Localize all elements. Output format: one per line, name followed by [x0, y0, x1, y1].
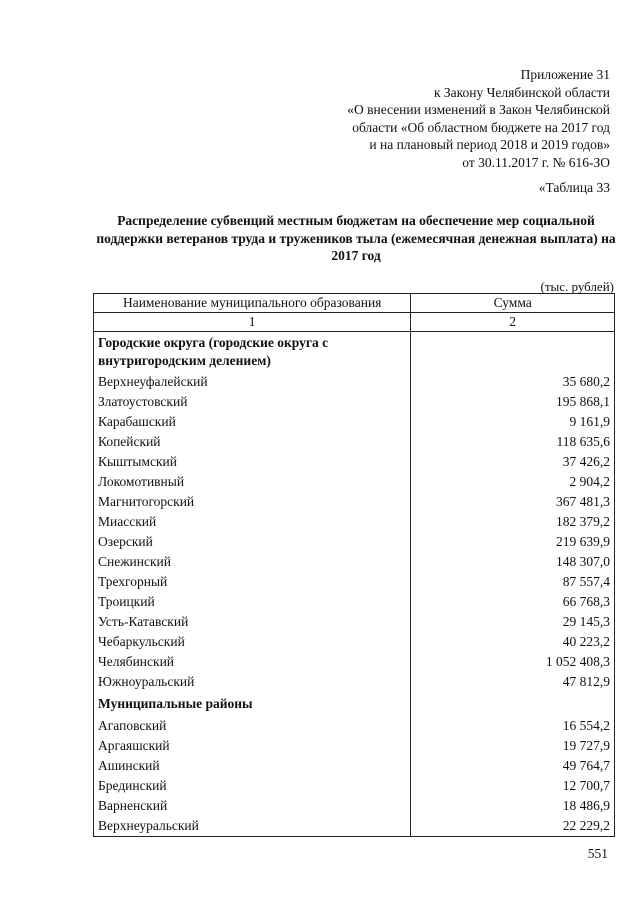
appendix-line: «О внесении изменений в Закон Челябинской: [347, 102, 610, 117]
appendix-line: области «Об областном бюджете на 2017 год: [352, 119, 610, 135]
amount-value: 22 229,2: [411, 816, 615, 837]
subventions-table: [93, 293, 615, 837]
table-row: [94, 776, 615, 796]
amount-value: 49 764,7: [411, 756, 615, 776]
table-row: [94, 432, 615, 452]
municipality-name: Локомотивный: [94, 472, 411, 492]
table-row: [94, 652, 615, 672]
column-number-1: 1: [94, 313, 411, 332]
column-number-2: 2: [411, 313, 615, 332]
municipality-name: Трехгорный: [94, 572, 411, 592]
table-row: [94, 472, 615, 492]
table-body: [94, 332, 615, 837]
table-row: [94, 592, 615, 612]
group-name: Городские округа (городские округа с внутригородским делением): [94, 332, 411, 373]
amount-value: 66 768,3: [411, 592, 615, 612]
page-number: 551: [587, 846, 608, 861]
group-name: Муниципальные районы: [94, 692, 411, 716]
amount-value: 219 639,9: [411, 532, 615, 552]
municipality-name: Снежинский: [94, 552, 411, 572]
appendix-line: Приложение 31: [520, 67, 610, 82]
table-row: [94, 816, 615, 837]
table-row: [94, 452, 615, 472]
municipality-name: Варненский: [94, 796, 411, 816]
column-number-row: [94, 313, 615, 332]
table-row: [94, 492, 615, 512]
table-row: [94, 632, 615, 652]
table-row: [94, 612, 615, 632]
table-header: [94, 294, 615, 332]
amount-value: 1 052 408,3: [411, 652, 615, 672]
amount-value: 195 868,1: [411, 392, 615, 412]
municipality-name: Миасский: [94, 512, 411, 532]
amount-value: 182 379,2: [411, 512, 615, 532]
amount-value: 12 700,7: [411, 776, 615, 796]
amount-value: 18 486,9: [411, 796, 615, 816]
municipality-name: Озерский: [94, 532, 411, 552]
amount-value: 37 426,2: [411, 452, 615, 472]
amount-value: 367 481,3: [411, 492, 615, 512]
table-row: [94, 756, 615, 776]
table-row: [94, 716, 615, 736]
table-row: [94, 736, 615, 756]
municipality-name: Троицкий: [94, 592, 411, 612]
amount-value: 47 812,9: [411, 672, 615, 692]
table-row: [94, 796, 615, 816]
municipality-name: Магнитогорский: [94, 492, 411, 512]
amount-value: 40 223,2: [411, 632, 615, 652]
municipality-name: Челябинский: [94, 652, 411, 672]
municipality-name: Агаповский: [94, 716, 411, 736]
table-row: [94, 392, 615, 412]
municipality-name: Копейский: [94, 432, 411, 452]
amount-value: 148 307,0: [411, 552, 615, 572]
table-row: [94, 512, 615, 532]
table-row: [94, 372, 615, 392]
municipality-name: Кыштымский: [94, 452, 411, 472]
municipality-name: Усть-Катавский: [94, 612, 411, 632]
table-row: [94, 532, 615, 552]
table-row: [94, 552, 615, 572]
municipality-name: Верхнеуральский: [94, 816, 411, 837]
appendix-line: и на плановый период 2018 и 2019 годов»: [369, 137, 610, 152]
amount-value: 87 557,4: [411, 572, 615, 592]
table-row: [94, 412, 615, 432]
table-group-row: [94, 692, 615, 716]
column-header-name: Наименование муниципального образования: [94, 294, 411, 313]
municipality-name: Брединский: [94, 776, 411, 796]
column-header-sum: Сумма: [411, 294, 615, 313]
amount-value: [411, 692, 615, 716]
amount-value: 29 145,3: [411, 612, 615, 632]
municipality-name: Аргаяшский: [94, 736, 411, 756]
appendix-line: от 30.11.2017 г. № 616-ЗО: [462, 154, 610, 170]
appendix-line: к Закону Челябинской области: [433, 84, 610, 100]
municipality-name: Карабашский: [94, 412, 411, 432]
header-row: [94, 294, 615, 313]
amount-value: 35 680,2: [411, 372, 615, 392]
amount-value: [411, 332, 615, 373]
municipality-name: Южноуральский: [94, 672, 411, 692]
municipality-name: Златоустовский: [94, 392, 411, 412]
municipality-name: Чебаркульский: [94, 632, 411, 652]
table-group-row: [94, 332, 615, 373]
amount-value: 16 554,2: [411, 716, 615, 736]
table-row: [94, 572, 615, 592]
appendix-header: [190, 66, 610, 171]
units-label: (тыс. рублей): [540, 279, 614, 294]
amount-value: 19 727,9: [411, 736, 615, 756]
amount-value: 2 904,2: [411, 472, 615, 492]
document-title: Распределение субвенций местным бюджетам на обеспечение мер социальной поддержки ветеранов труда и тружеников тыла (ежемесячная денежная выплата) на 2017 год: [96, 213, 616, 263]
municipality-name: Верхнеуфалейский: [94, 372, 411, 392]
table-reference: «Таблица 33: [538, 180, 610, 195]
municipality-name: Ашинский: [94, 756, 411, 776]
table-row: [94, 672, 615, 692]
amount-value: 118 635,6: [411, 432, 615, 452]
amount-value: 9 161,9: [411, 412, 615, 432]
